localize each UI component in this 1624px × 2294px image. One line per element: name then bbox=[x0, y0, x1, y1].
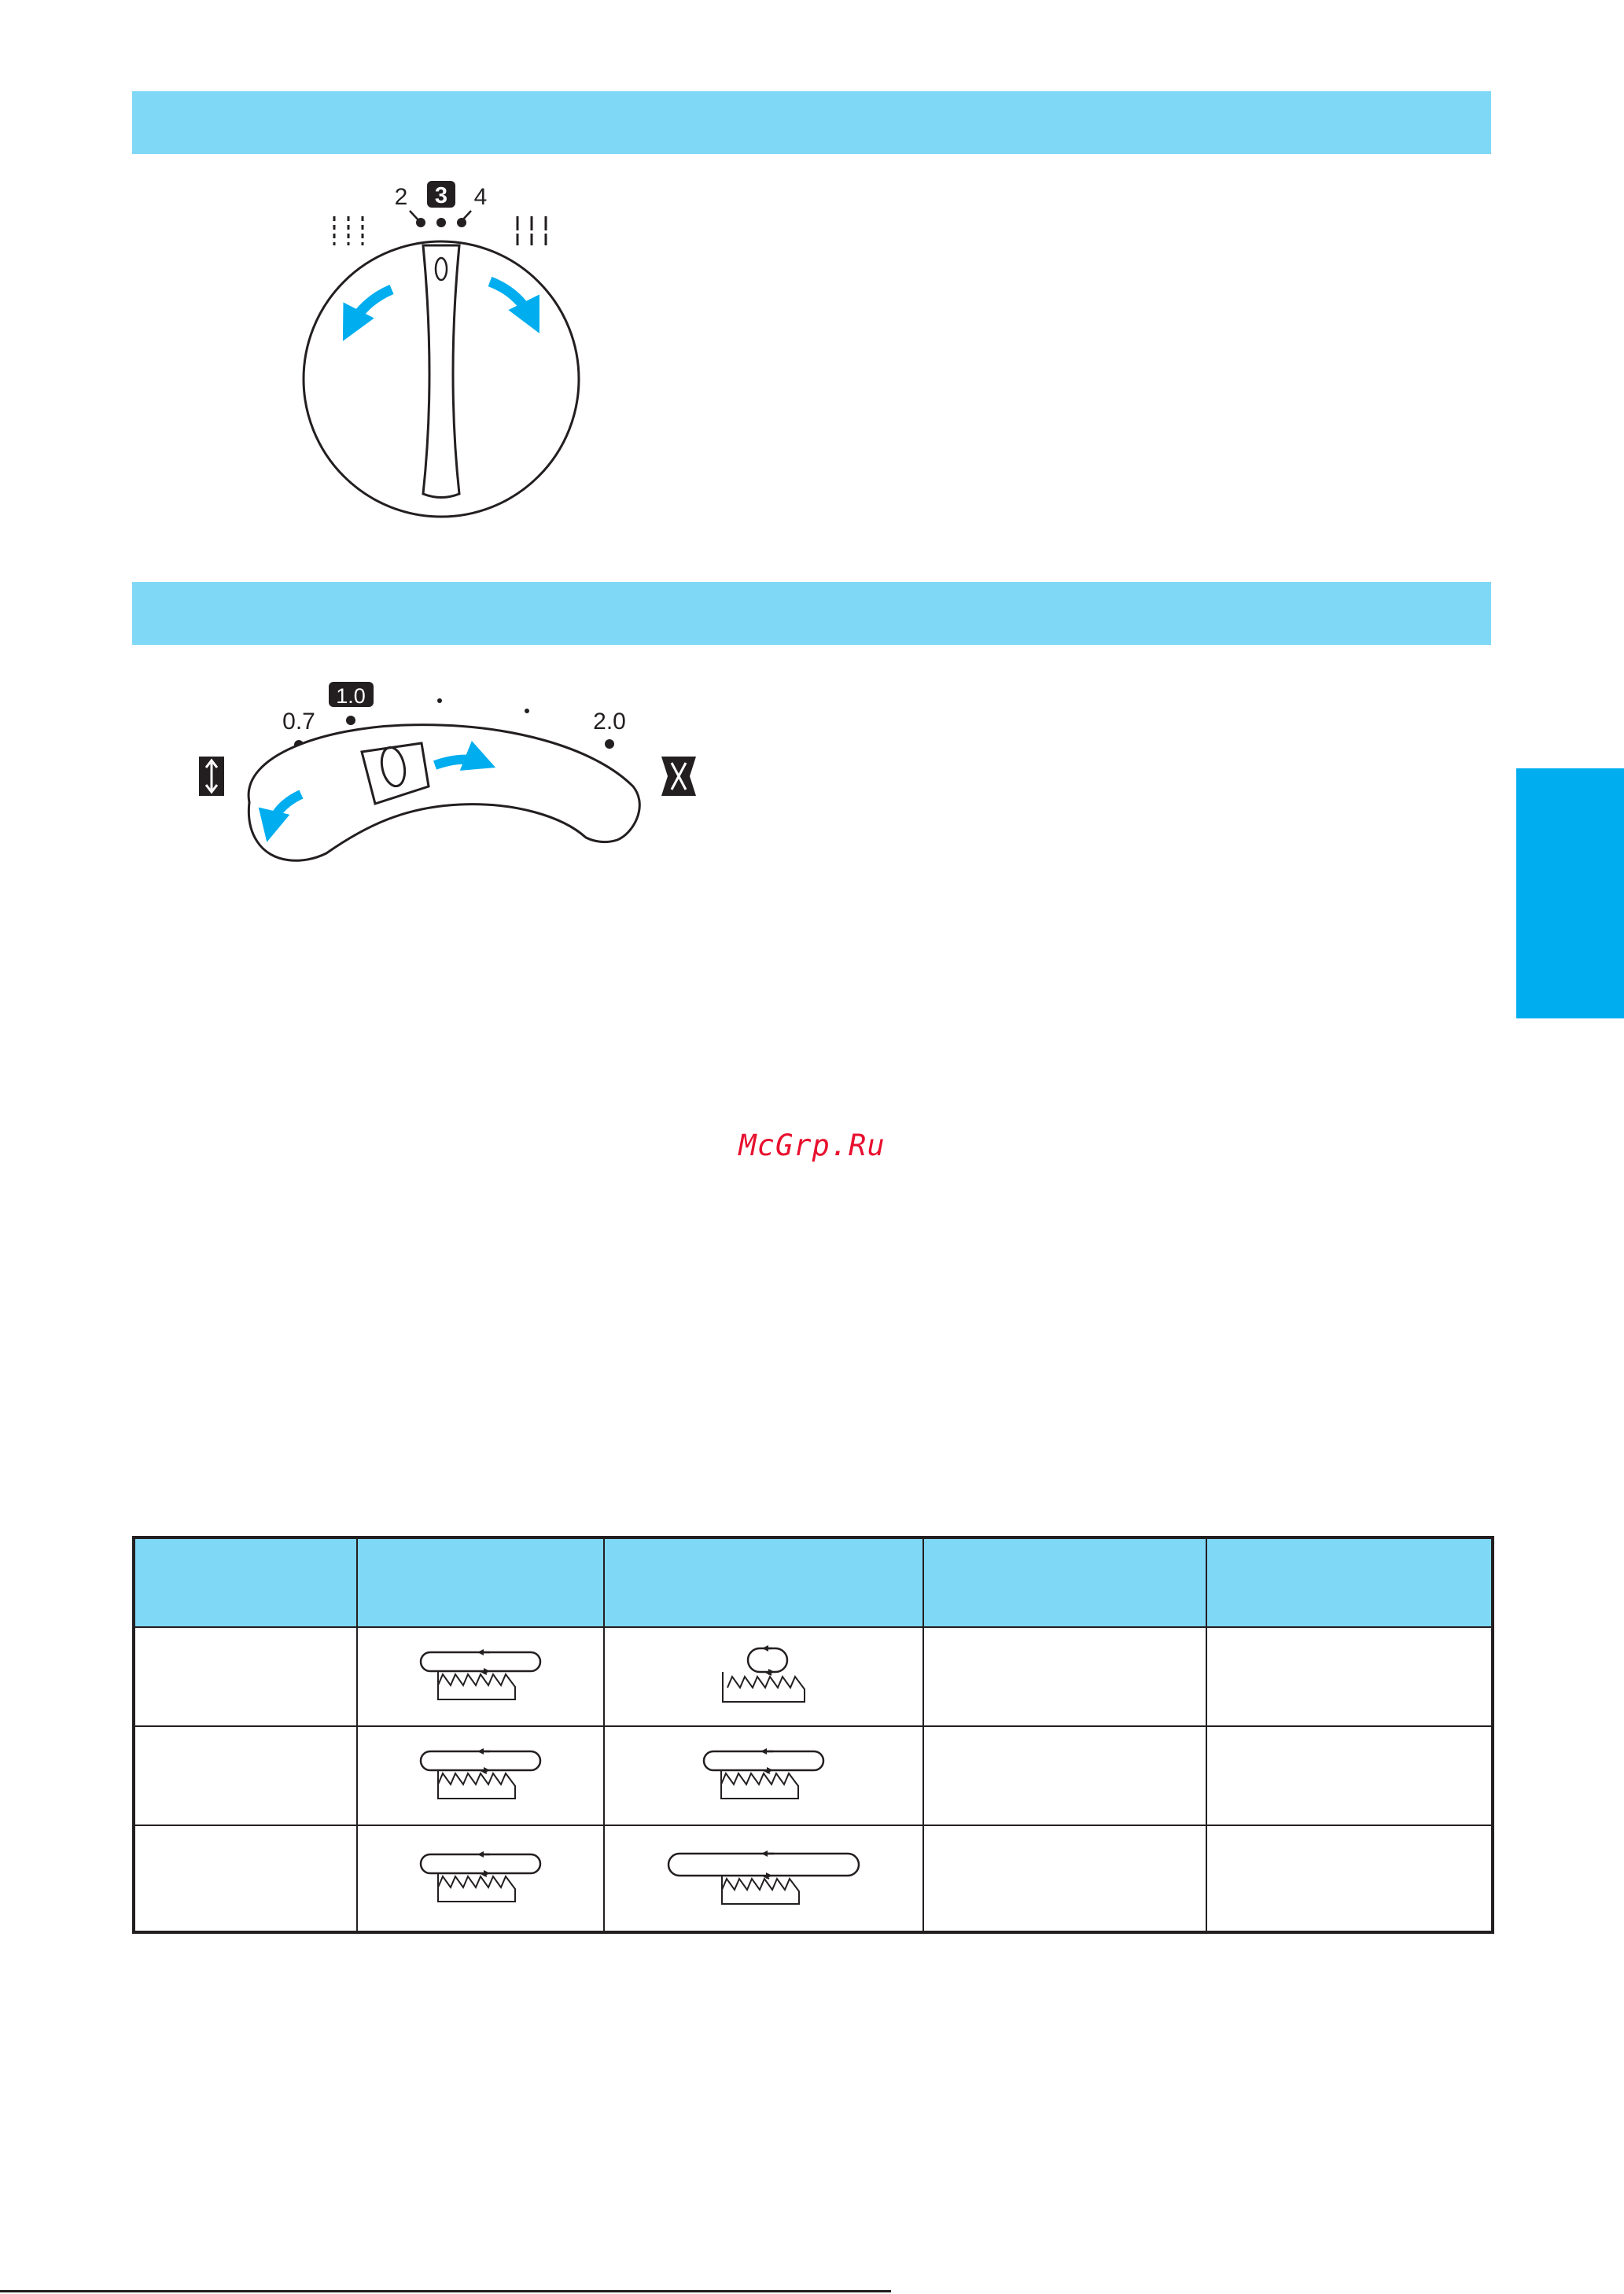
table-row bbox=[134, 1627, 1493, 1726]
table-header-row bbox=[134, 1537, 1493, 1627]
lever-label-min: 0.7 bbox=[282, 709, 315, 735]
feed-diagram-normal bbox=[418, 1649, 543, 1704]
table-row bbox=[134, 1726, 1493, 1825]
feed-diagram-normal bbox=[418, 1748, 543, 1803]
table-header-cell bbox=[604, 1537, 923, 1627]
dial-label-high: 4 bbox=[473, 184, 488, 210]
loose-thread-icon bbox=[334, 216, 363, 245]
long-stitch-icon bbox=[661, 757, 696, 796]
lever-label-default: 1.0 bbox=[336, 684, 366, 708]
tension-dial-figure bbox=[299, 173, 582, 519]
table-header-cell bbox=[1206, 1537, 1493, 1627]
dial-knob-grip[interactable] bbox=[423, 245, 459, 498]
stitch-settings-table bbox=[132, 1536, 1494, 1934]
table-cell bbox=[923, 1627, 1206, 1726]
short-stitch-icon bbox=[199, 757, 224, 796]
table-cell bbox=[923, 1726, 1206, 1825]
feed-diagram-normal bbox=[418, 1851, 543, 1906]
lever-dot-max bbox=[605, 739, 614, 749]
table-cell bbox=[923, 1825, 1206, 1932]
lever-dot-mid-2 bbox=[525, 709, 529, 713]
dial-dot-high bbox=[457, 218, 466, 227]
table-header-cell bbox=[134, 1537, 357, 1627]
table-cell bbox=[1206, 1627, 1493, 1726]
table-cell bbox=[604, 1726, 923, 1825]
table-row bbox=[134, 1825, 1493, 1932]
lever-slot-body[interactable] bbox=[249, 725, 639, 861]
table-cell bbox=[604, 1627, 923, 1726]
table-cell bbox=[134, 1627, 357, 1726]
feed-diagram-normal bbox=[701, 1748, 827, 1803]
table-cell bbox=[1206, 1726, 1493, 1825]
feed-diagram-long bbox=[665, 1850, 862, 1907]
table-cell bbox=[134, 1825, 357, 1932]
table-cell bbox=[357, 1627, 604, 1726]
table-cell bbox=[604, 1825, 923, 1932]
footer-rule bbox=[0, 2290, 891, 2292]
tight-thread-icon bbox=[517, 216, 546, 245]
lever-dot-mid-1 bbox=[437, 698, 442, 703]
table-cell bbox=[1206, 1825, 1493, 1932]
lever-label-max: 2.0 bbox=[593, 709, 626, 735]
chapter-side-tab bbox=[1516, 768, 1624, 1018]
table-cell bbox=[357, 1825, 604, 1932]
section-header-band-tension bbox=[132, 91, 1491, 154]
feed-diagram-short bbox=[716, 1645, 811, 1708]
table-cell bbox=[357, 1726, 604, 1825]
watermark: McGrp.Ru bbox=[738, 1129, 886, 1162]
table-header-cell bbox=[923, 1537, 1206, 1627]
stitch-length-lever-figure bbox=[193, 676, 716, 881]
section-header-band-stitch-length bbox=[132, 582, 1491, 645]
dial-dot-selected bbox=[436, 218, 446, 227]
dial-label-selected: 3 bbox=[434, 183, 448, 208]
lever-arrow-right bbox=[435, 760, 484, 765]
table-cell bbox=[134, 1726, 357, 1825]
lever-dot-default bbox=[346, 716, 355, 725]
table-header-cell bbox=[357, 1537, 604, 1627]
dial-label-low: 2 bbox=[394, 184, 408, 210]
dial-dot-low bbox=[416, 218, 425, 227]
